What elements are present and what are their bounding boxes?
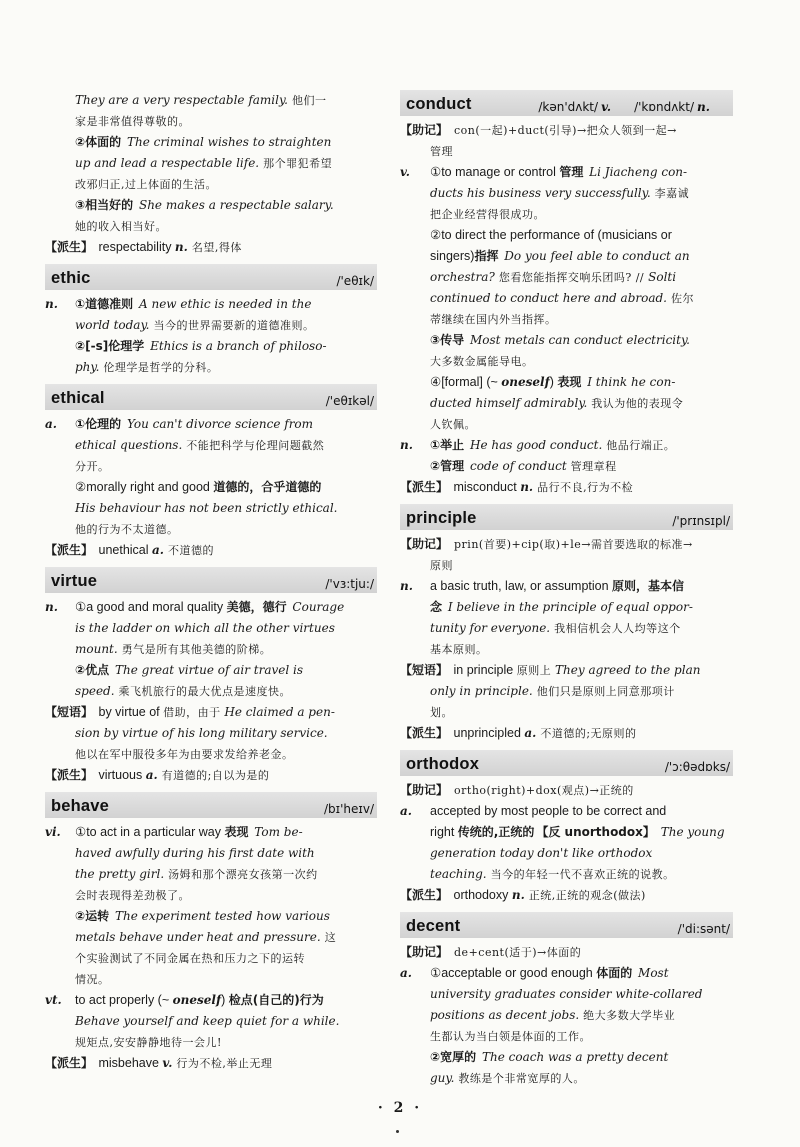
sense-label: 传统的,正统的 — [457, 825, 535, 839]
example-cn: 我相信机会人人均等这个 — [550, 622, 681, 635]
entry-header — [45, 384, 377, 410]
example-cn-line: 大多数金属能导电。 — [430, 355, 534, 368]
example-en: orchestra? — [430, 270, 495, 284]
example-cn: 勇气是所有其他美德的阶梯。 — [117, 643, 272, 656]
mnemonic-line — [400, 942, 733, 963]
example-en: The young — [656, 825, 725, 839]
definition: ) — [221, 993, 229, 1007]
mnemonic: con(一起)+duct(引导)→把众人领到一起→ — [450, 124, 677, 137]
example-line — [400, 597, 733, 618]
derivative-word: virtuous — [95, 768, 146, 782]
sense-line — [400, 435, 733, 456]
derivative-pos: a. — [145, 768, 158, 782]
example-en: ducts his business very successfully. — [430, 186, 651, 200]
example-en: You can't divorce science from — [123, 417, 314, 431]
part-of-speech: n. — [45, 297, 58, 311]
sense-line — [400, 801, 733, 822]
right-column — [400, 90, 733, 1089]
part-of-speech: n. — [400, 579, 413, 593]
example-en: only in principle. — [430, 684, 533, 698]
derivative-cn: 不道德的 — [163, 544, 214, 557]
example-en-line: generation today don't like orthodox — [430, 846, 653, 860]
sense-line — [45, 597, 377, 618]
example-cn: 绝大多数大学毕业 — [579, 1009, 676, 1022]
definition: ②morally right and good — [75, 480, 214, 494]
example-cn: 伦理学是哲学的分科。 — [99, 361, 219, 374]
sense-line — [45, 294, 377, 315]
example-cn-line: 她的收入相当好。 — [75, 220, 167, 233]
sense-line — [400, 822, 733, 843]
example-en: Do you feel able to conduct an — [500, 249, 690, 263]
example-line — [400, 618, 733, 639]
part-of-speech: a. — [400, 804, 412, 818]
example-en-line: sion by virtue of his long military service. — [75, 726, 328, 740]
example-en: mount. — [75, 642, 118, 656]
derivative-label: 【派生】 — [400, 480, 449, 494]
pronunciation — [538, 100, 730, 114]
part-of-speech: vi. — [45, 825, 61, 839]
sense-line — [45, 414, 377, 435]
sense-label: ②管理 — [430, 459, 465, 473]
example-cn: 不能把科学与伦理问题截然 — [182, 439, 325, 452]
example-en: Tom be- — [250, 825, 303, 839]
headword: virtue — [51, 572, 98, 590]
example-cn-line: 蒂继续在国内外当指挥。 — [430, 313, 557, 326]
sense-line — [45, 822, 377, 843]
sense-line — [45, 660, 377, 681]
headword: ethical — [51, 389, 105, 407]
mnemonic-label: 【助记】 — [400, 537, 449, 551]
sense-label: ②宽厚的 — [430, 1050, 477, 1064]
definition-line: ②to direct the performance of (musicians or — [430, 228, 672, 242]
antonym: 【反 unorthodox】 — [536, 825, 655, 839]
example-en: He has good conduct. — [466, 438, 603, 452]
example-cn-line: 分开。 — [75, 460, 110, 473]
example-en: ducted himself admirably. — [430, 396, 588, 410]
example-en: She makes a respectable salary. — [135, 198, 334, 212]
definition: ) — [549, 375, 558, 389]
example-line — [400, 1068, 733, 1089]
pronunciation: /'eθɪk/ — [336, 274, 374, 288]
example-cn-line: 他的行为不太道德。 — [75, 523, 179, 536]
example-cn: 管理章程 — [566, 460, 617, 473]
example-en: Most metals can conduct electricity. — [466, 333, 690, 347]
example-en: teaching. — [430, 867, 487, 881]
derivative-label: 【派生】 — [45, 240, 94, 254]
example-cn: 乘飞机旅行的最大优点是速度快。 — [114, 685, 292, 698]
phrase-line — [45, 702, 377, 723]
derivative-word: misconduct — [450, 480, 521, 494]
phrase-line — [400, 660, 733, 681]
definition: accepted by most people to be correct and — [430, 804, 667, 818]
example-cn: 他品行端正。 — [602, 439, 676, 452]
example-line — [45, 435, 377, 456]
entry-header — [400, 912, 733, 938]
derivative-pos: n. — [174, 240, 188, 254]
derivative-line — [45, 237, 377, 258]
example-en: Li Jiacheng con- — [585, 165, 688, 179]
example-line — [45, 681, 377, 702]
entry-decent — [400, 912, 733, 1089]
example-en: Ethics is a branch of philoso- — [146, 339, 327, 353]
derivative-cn: 正统,正统的观念(做法) — [524, 889, 646, 902]
example-en: The great virtue of air travel is — [111, 663, 304, 677]
phrase-label: 【短语】 — [45, 705, 94, 719]
sense-line — [400, 576, 733, 597]
sense-line — [45, 336, 377, 357]
example-line — [45, 357, 377, 378]
sense-line — [400, 963, 733, 984]
example-line — [400, 183, 733, 204]
left-column — [45, 90, 377, 1074]
sense-line — [45, 195, 377, 216]
example-line — [400, 393, 733, 414]
headword: principle — [406, 509, 477, 527]
example-cn-line: 生都认为当白领是体面的工作。 — [430, 1030, 591, 1043]
pronunciation: /'di:sənt/ — [677, 922, 730, 936]
pronunciation-noun: /'kɒndʌkt/ — [634, 100, 694, 114]
part-of-speech: n. — [697, 100, 710, 114]
sense-label: ①伦理的 — [75, 417, 122, 431]
example-en: positions as decent jobs. — [430, 1008, 580, 1022]
example-en: metals behave under heat and pressure. — [75, 930, 321, 944]
sense-label: ①道德准则 — [75, 297, 134, 311]
derivative-cn: 名望,得体 — [187, 241, 242, 254]
example-cn: 我认为他的表现令 — [587, 397, 684, 410]
part-of-speech: a. — [400, 966, 412, 980]
example-en: world today. — [75, 318, 150, 332]
example-cn-line: 会时表现得差劲极了。 — [75, 889, 190, 902]
mnemonic-line — [400, 780, 733, 801]
derivative-pos: n. — [511, 888, 525, 902]
definition: ①acceptable or good enough — [430, 966, 597, 980]
phrase-cn: 借助，由于 — [163, 706, 221, 719]
example-line — [400, 1005, 733, 1026]
derivative-line — [400, 723, 733, 744]
example-cn: 教练是个非常宽厚的人。 — [454, 1072, 585, 1085]
sense-label: ①举止 — [430, 438, 465, 452]
mnemonic: de+cent(适于)→体面的 — [450, 946, 582, 959]
example-cn-line: 规矩点,安安静静地待一会儿! — [75, 1036, 222, 1049]
sense-line — [400, 162, 733, 183]
example-en: tunity for everyone. — [430, 621, 551, 635]
derivative-cn: 不道德的;无原则的 — [536, 727, 637, 740]
sense-line — [45, 477, 377, 498]
example-en: The coach was a pretty decent — [478, 1050, 669, 1064]
example-en: I think he con- — [583, 375, 676, 389]
entry-virtue — [45, 567, 377, 786]
sense-label: ②体面的 — [75, 135, 122, 149]
example-en: A new ethic is needed in the — [135, 297, 312, 311]
example-cn: 佐尔 — [667, 292, 694, 305]
mnemonic-cont: 管理 — [430, 145, 453, 158]
entry-header — [400, 750, 733, 776]
phrase-label: 【短语】 — [400, 663, 449, 677]
sense-line — [400, 456, 733, 477]
derivative-label: 【派生】 — [45, 768, 94, 782]
headword: ethic — [51, 269, 91, 287]
pronunciation: /'eθɪkəl/ — [325, 394, 374, 408]
pronunciation: /'ɔ:θədɒks/ — [664, 760, 730, 774]
example-en: up and lead a respectable life. — [75, 156, 260, 170]
part-of-speech: n. — [45, 600, 58, 614]
mnemonic-label: 【助记】 — [400, 945, 449, 959]
mnemonic-label: 【助记】 — [400, 123, 449, 137]
example-en: ethical questions. — [75, 438, 183, 452]
derivative-line — [400, 885, 733, 906]
example-line — [45, 315, 377, 336]
example-en: continued to conduct here and abroad. — [430, 291, 667, 305]
example-cn: 汤姆和那个漂亮女孩第一次约 — [164, 868, 318, 881]
sense-label: 念 — [430, 600, 443, 614]
definition: ④[formal] (~ — [430, 375, 502, 389]
sense-label: 表现 — [224, 825, 249, 839]
headword: orthodox — [406, 755, 480, 773]
sense-label: ②运转 — [75, 909, 110, 923]
derivative-cn: 品行不良,行为不检 — [533, 481, 634, 494]
example-cn-line: 家是非常值得尊敬的。 — [75, 115, 190, 128]
sense-label: 管理 — [559, 165, 584, 179]
sense-label: 指挥 — [474, 249, 499, 263]
definition: ①to act in a particular way — [75, 825, 225, 839]
definition: a basic truth, law, or assumption — [430, 579, 613, 593]
example-cn: 那个罪犯希望 — [259, 157, 333, 170]
pronunciation: /'prɪnsɪpl/ — [672, 514, 730, 528]
sense-line — [400, 246, 733, 267]
example-en-line: haved awfully during his first date with — [75, 846, 315, 860]
mnemonic-label: 【助记】 — [400, 783, 449, 797]
entry-header — [45, 567, 377, 593]
example-en-line: is the ladder on which all the other virtues — [75, 621, 335, 635]
sense-line — [45, 906, 377, 927]
example-cn: 他们只是原则上同意那项计 — [532, 685, 675, 698]
example-en-line: His behaviour has not been strictly ethical. — [75, 501, 338, 515]
example-line — [45, 639, 377, 660]
derivative-line — [45, 1053, 377, 1074]
example-line — [400, 267, 733, 288]
derivative-pos: n. — [520, 480, 534, 494]
sense-line — [400, 1047, 733, 1068]
entry-header — [45, 264, 377, 290]
example-cn-line: 他以在军中服役多年为由要求发给养老金。 — [75, 748, 294, 761]
part-of-speech: vt. — [45, 993, 62, 1007]
sense-label: 道德的，合乎道德的 — [213, 480, 322, 494]
example-cn-line: 个实验测试了不同金属在热和压力之下的运转 — [75, 952, 305, 965]
entry-behave — [45, 792, 377, 1074]
example-cn: 这 — [320, 931, 337, 944]
example-cn-line: 情况。 — [75, 973, 110, 986]
sense-label: 原则，基本信 — [612, 579, 685, 593]
derivative-line — [45, 765, 377, 786]
example-line — [45, 90, 377, 111]
derivative-label: 【派生】 — [45, 543, 94, 557]
example-en: I believe in the principle of equal oppor- — [444, 600, 693, 614]
example-en: the pretty girl. — [75, 867, 165, 881]
example-en-line: university graduates consider white-collared — [430, 987, 703, 1001]
part-of-speech: v. — [400, 165, 410, 179]
phrase: by virtue of — [95, 705, 164, 719]
part-of-speech: a. — [45, 417, 57, 431]
sense-line — [400, 330, 733, 351]
example-en: Courage — [288, 600, 345, 614]
headword: conduct — [406, 95, 472, 113]
sense-label: 检点(自己的)行为 — [228, 993, 324, 1007]
mnemonic-cont: 原则 — [430, 559, 453, 572]
sense-line — [45, 132, 377, 153]
derivative-pos: a. — [524, 726, 537, 740]
entry-ethic — [45, 264, 377, 378]
example-line — [400, 681, 733, 702]
example-cn: 您看您能指挥交响乐团吗? // — [494, 271, 649, 284]
phrase: in principle — [450, 663, 517, 677]
example-line — [45, 927, 377, 948]
example-en: guy. — [430, 1071, 455, 1085]
example-en: phy. — [75, 360, 100, 374]
pronunciation: /'vɜ:tju:/ — [325, 577, 374, 591]
derivative-pos: a. — [152, 543, 164, 557]
derivative-label: 【派生】 — [400, 726, 449, 740]
entry-principle — [400, 504, 733, 744]
sense-label: ②优点 — [75, 663, 110, 677]
example-en: Solti — [648, 270, 677, 284]
example-en-line: Behave yourself and keep quiet for a while. — [75, 1014, 340, 1028]
example-cn-line: 基本原则。 — [430, 643, 488, 656]
headword: decent — [406, 917, 461, 935]
example-line — [400, 288, 733, 309]
example-line — [400, 864, 733, 885]
derivative-cn: 行为不检,举止无理 — [172, 1057, 273, 1070]
derivative-line — [45, 540, 377, 561]
definition: right — [430, 825, 458, 839]
definition: to act properly (~ — [75, 993, 173, 1007]
page-number: · 2 · — [377, 1100, 423, 1116]
mnemonic-line — [400, 534, 733, 555]
sense-label: 表现 — [557, 375, 582, 389]
definition: ①a good and moral quality — [75, 600, 227, 614]
derivative-cn: 有道德的;自以为是的 — [157, 769, 270, 782]
derivative-label: 【派生】 — [400, 888, 449, 902]
derivative-word: respectability — [95, 240, 175, 254]
sense-line — [400, 372, 733, 393]
entry-header — [45, 792, 377, 818]
entry-respectable-continued — [45, 90, 377, 258]
example-en: The criminal wishes to straighten — [123, 135, 332, 149]
entry-conduct — [400, 90, 733, 498]
entry-header — [400, 90, 733, 116]
example-en: code of conduct — [466, 459, 567, 473]
derivative-word: orthodoxy — [450, 888, 512, 902]
mnemonic-line — [400, 120, 733, 141]
decorative-dot — [396, 1130, 399, 1133]
example-en: They agreed to the plan — [551, 663, 701, 677]
oneself: oneself — [501, 375, 550, 389]
example-cn-line: 把企业经营得很成功。 — [430, 208, 545, 221]
example-line — [45, 153, 377, 174]
example-en: speed. — [75, 684, 115, 698]
definition: singers) — [430, 249, 475, 263]
part-of-speech: n. — [400, 438, 413, 452]
example-line — [45, 864, 377, 885]
example-cn: 李嘉诚 — [650, 187, 690, 200]
example-cn: 当今的年轻一代不喜欢正统的说教。 — [486, 868, 675, 881]
pronunciation-verb: /kən'dʌkt/ — [538, 100, 599, 114]
sense-label: ②[-s]伦理学 — [75, 339, 145, 353]
derivative-line — [400, 477, 733, 498]
sense-label: 美德，德行 — [226, 600, 287, 614]
sense-label: ③相当好的 — [75, 198, 134, 212]
headword: behave — [51, 797, 110, 815]
example-cn: 当今的世界需要新的道德准则。 — [149, 319, 315, 332]
definition: ①to manage or control — [430, 165, 560, 179]
oneself: oneself — [172, 993, 222, 1007]
sense-line — [45, 990, 377, 1011]
example-cn-line: 人钦佩。 — [430, 418, 476, 431]
entry-header — [400, 504, 733, 530]
entry-ethical — [45, 384, 377, 561]
derivative-word: unethical — [95, 543, 152, 557]
pronunciation: /bɪ'heɪv/ — [323, 802, 374, 816]
example-cn-line: 划。 — [430, 706, 453, 719]
derivative-word: unprincipled — [450, 726, 525, 740]
example-cn-line: 改邪归正,过上体面的生活。 — [75, 178, 217, 191]
example-cn: 他们一 — [287, 94, 327, 107]
sense-label: 体面的 — [596, 966, 633, 980]
mnemonic: ortho(right)+dox(观点)→正统的 — [450, 784, 634, 797]
example-en: They are a very respectable family. — [75, 93, 288, 107]
example-en: Most — [634, 966, 669, 980]
derivative-label: 【派生】 — [45, 1056, 94, 1070]
example-en: He claimed a pen- — [220, 705, 335, 719]
derivative-word: misbehave — [95, 1056, 163, 1070]
phrase-cn: 原则上 — [516, 664, 552, 677]
derivative-pos: v. — [162, 1056, 173, 1070]
entry-orthodox — [400, 750, 733, 906]
example-en: The experiment tested how various — [111, 909, 330, 923]
part-of-speech: v. — [601, 100, 612, 114]
sense-label: ③传导 — [430, 333, 465, 347]
mnemonic: prin(首要)+cip(取)+le→需首要选取的标准→ — [450, 538, 693, 551]
